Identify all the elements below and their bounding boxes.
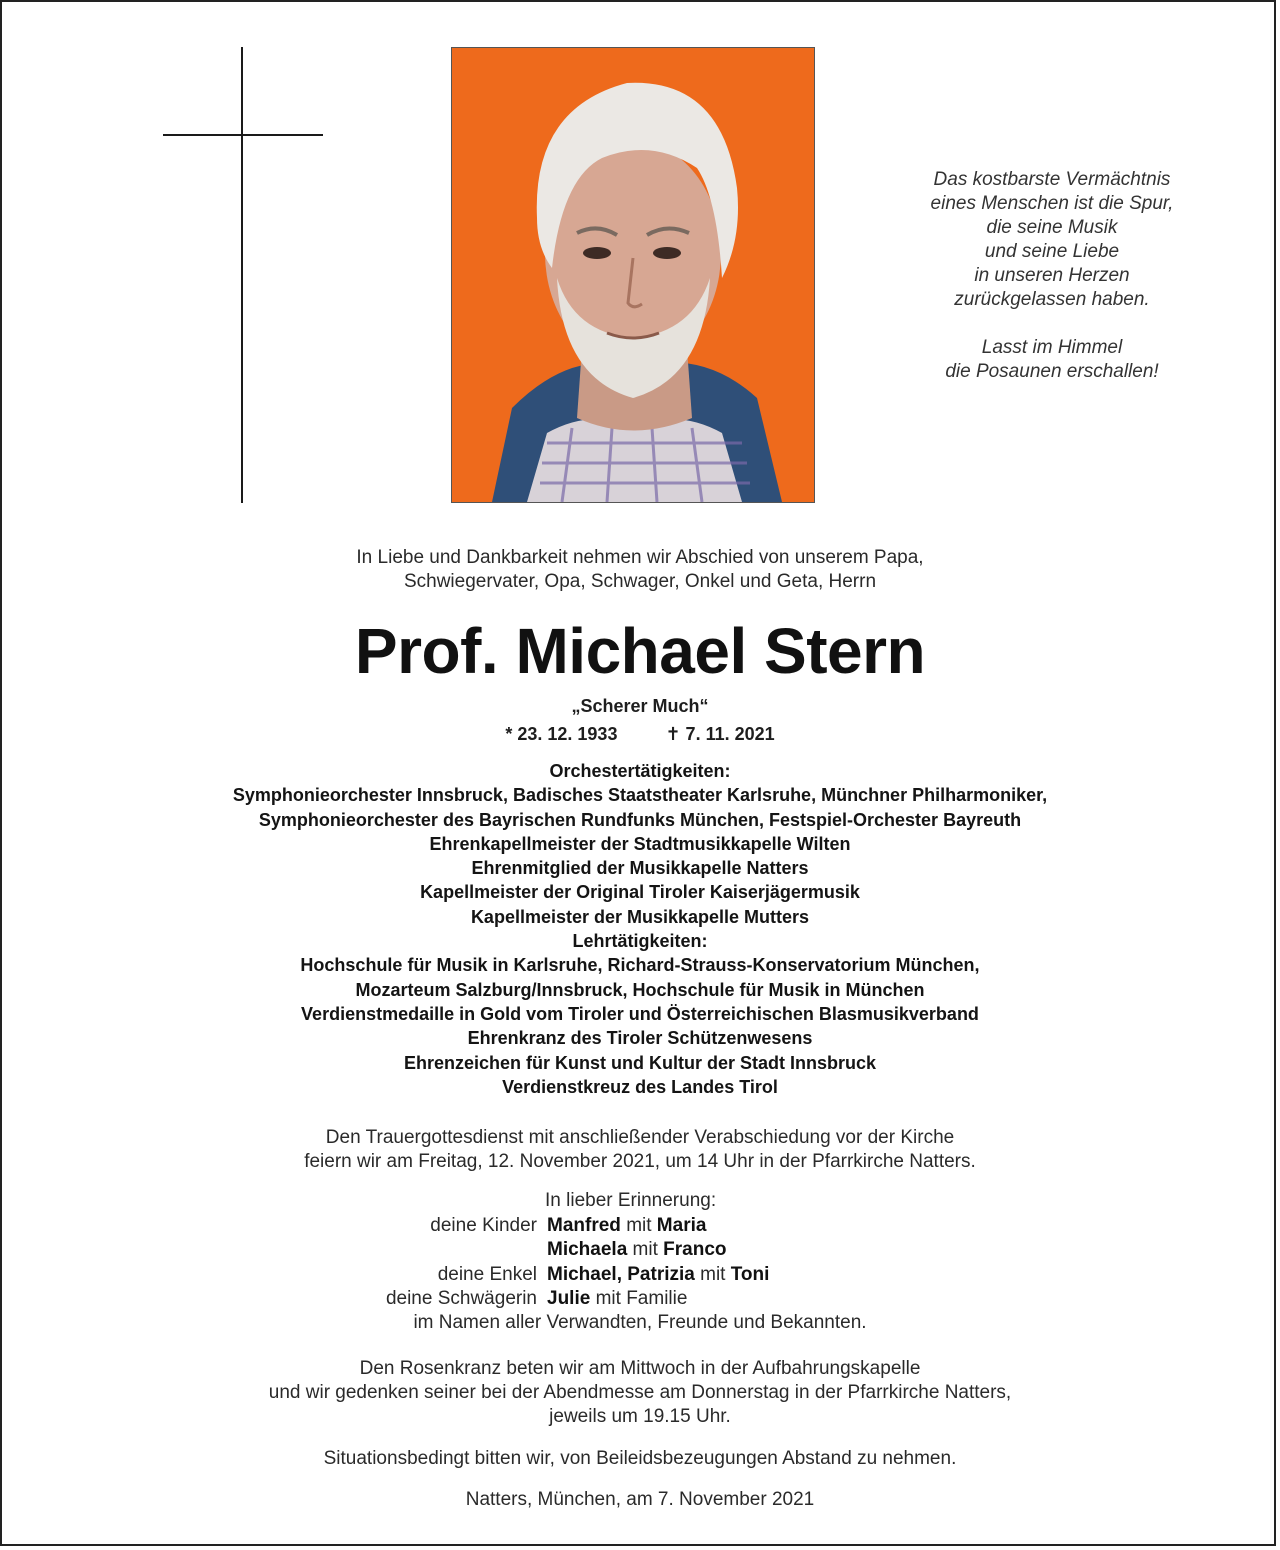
quote-line: Lasst im Himmel [981, 337, 1123, 358]
quote-line: eines Menschen ist die Spur, [930, 193, 1174, 214]
mourner-label: deine Kinder [430, 1215, 537, 1236]
bio-line: Hochschule für Musik in Karlsruhe, Richard-Strauss-Konservatorium München, [300, 955, 980, 976]
place-date: Natters, München, am 7. November 2021 [465, 1489, 815, 1510]
mourner-label: deine Enkel [437, 1264, 537, 1285]
mourner-names: Michael, Patrizia mit Toni [547, 1264, 770, 1285]
condolence-notice: Situationsbedingt bitten wir, von Beileidsbezeugungen Abstand zu nehmen. [323, 1448, 957, 1469]
service-line: Den Trauergottesdienst mit anschließender Verabschiedung vor der Kirche [325, 1127, 955, 1148]
memory-heading: In lieber Erinnerung: [545, 1190, 717, 1211]
mourner-names: Julie mit Familie [547, 1288, 688, 1309]
portrait-photo [451, 47, 815, 503]
quote-line: zurückgelassen haben. [954, 289, 1150, 310]
bio-line: Ehrenzeichen für Kunst und Kultur der Stadt Innsbruck [403, 1052, 877, 1073]
bio-line: Mozarteum Salzburg/Innsbruck, Hochschule für Musik in München [355, 979, 925, 1000]
deceased-name: Prof. Michael Stern [354, 615, 926, 687]
bio-line: Ehrenkranz des Tiroler Schützenwesens [467, 1028, 813, 1049]
rosary-line: Den Rosenkranz beten wir am Mittwoch in der Aufbahrungskapelle [359, 1358, 921, 1379]
mourner-names: Manfred mit Maria [547, 1215, 707, 1236]
life-dates [2, 722, 1278, 746]
bio-line: Symphonieorchester des Bayrischen Rundfunks München, Festspiel-Orchester Bayreuth [258, 809, 1022, 830]
mourner-label: deine Schwägerin [385, 1288, 537, 1309]
rosary-line: und wir gedenken seiner bei der Abendmesse am Donnerstag in der Pfarrkirche Natters, [268, 1382, 1012, 1403]
portrait-illustration [452, 48, 814, 502]
intro-line: Schwiegervater, Opa, Schwager, Onkel und Geta, Herrn [403, 571, 877, 592]
intro-text [2, 546, 1278, 594]
bio-heading: Orchestertätigkeiten: [549, 761, 731, 781]
mourners-closing: im Namen aller Verwandten, Freunde und Bekannten. [413, 1312, 867, 1333]
quote-line: in unseren Herzen [974, 265, 1130, 286]
memorial-quote [882, 168, 1222, 384]
quote-line: die seine Musik [986, 217, 1118, 238]
bio-line: Kapellmeister der Musikkapelle Mutters [470, 906, 810, 927]
birth-date: * 23. 12. 1933 [505, 724, 618, 744]
mourner-names: Michaela mit Franco [547, 1239, 727, 1260]
intro-line: In Liebe und Dankbarkeit nehmen wir Abschied von unserem Papa, [356, 547, 924, 568]
bio-line: Kapellmeister der Original Tiroler Kaiserjägermusik [420, 882, 860, 903]
cross-icon-horizontal [163, 134, 323, 136]
rosary-text [2, 1357, 1278, 1429]
rosary-line: jeweils um 19.15 Uhr. [549, 1406, 731, 1427]
service-line: feiern wir am Freitag, 12. November 2021, um 14 Uhr in der Pfarrkirche Natters. [304, 1151, 976, 1172]
cross-icon-vertical [241, 47, 243, 503]
quote-line: die Posaunen erschallen! [945, 361, 1159, 382]
funeral-service-text [2, 1126, 1278, 1174]
bio-line: Symphonieorchester Innsbruck, Badisches Staatstheater Karlsruhe, Münchner Philharmoniker, [232, 785, 1048, 806]
bio-line: Ehrenmitglied der Musikkapelle Natters [471, 858, 809, 879]
quote-line: Das kostbarste Vermächtnis [933, 169, 1171, 190]
bio-line: Ehrenkapellmeister der Stadtmusikkapelle Wilten [429, 833, 851, 854]
biography [2, 759, 1278, 1099]
quote-line: und seine Liebe [984, 241, 1120, 262]
bio-line: Verdienstmedaille in Gold vom Tiroler und Österreichischen Blasmusikverband [301, 1003, 979, 1024]
bio-heading: Lehrtätigkeiten: [572, 931, 708, 952]
death-date: ✝ 7. 11. 2021 [665, 724, 775, 744]
bio-line: Verdienstkreuz des Landes Tirol [502, 1076, 778, 1097]
deceased-nickname: „Scherer Much“ [571, 696, 709, 716]
